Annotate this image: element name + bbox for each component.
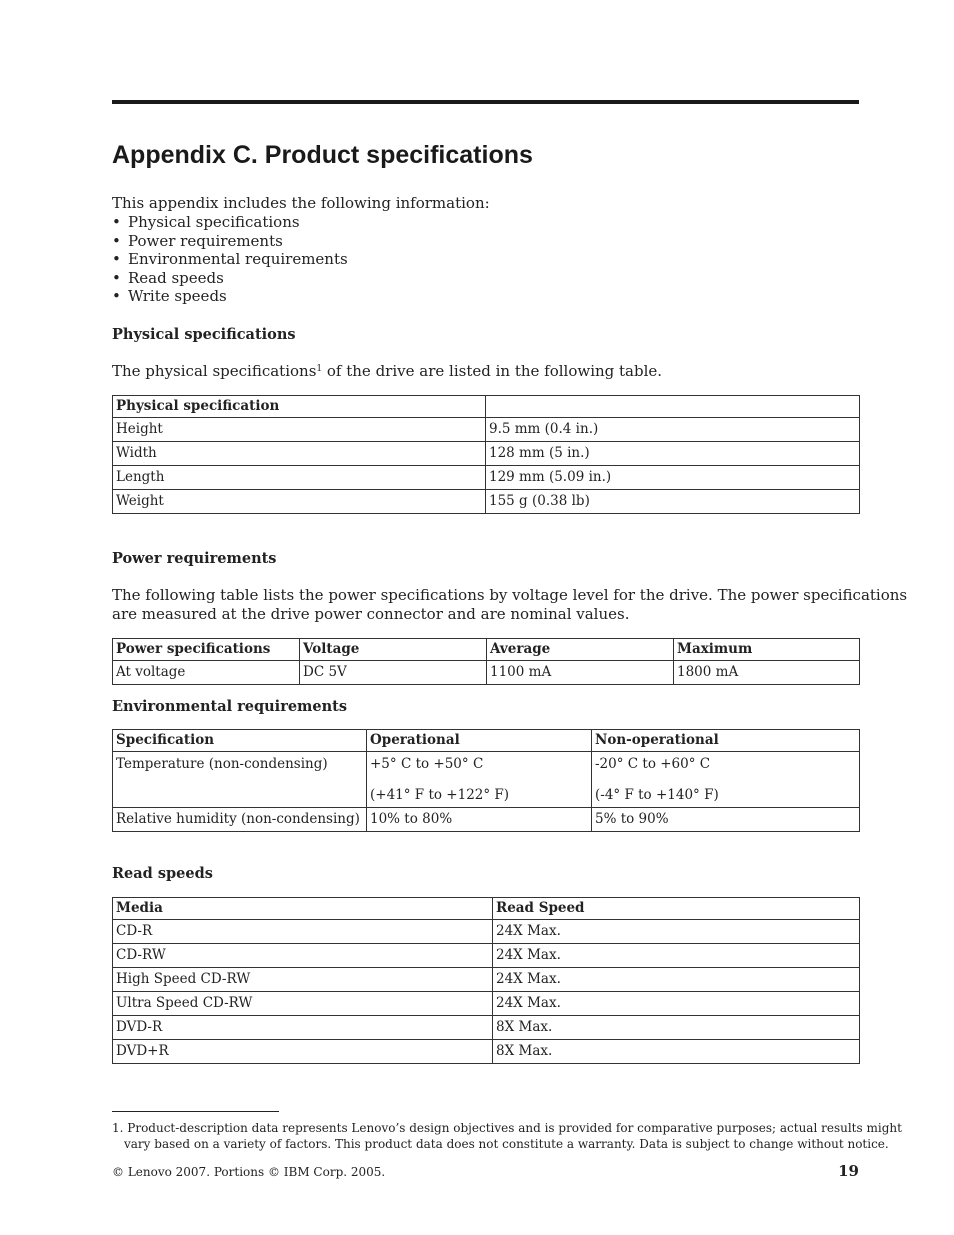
list-item: • Read speeds	[112, 268, 224, 287]
table-row	[113, 992, 860, 1016]
physical-table	[112, 395, 860, 514]
table-cell: Ultra Speed CD-RW	[113, 992, 493, 1016]
list-item: • Environmental requirements	[112, 250, 348, 269]
footnote-marker: 1	[316, 364, 323, 374]
table-header-cell: Power specifications	[113, 639, 300, 661]
table-cell: 24X Max.	[493, 992, 860, 1016]
table-row	[113, 968, 860, 992]
table-row	[113, 920, 860, 944]
table-header-cell: Specification	[113, 730, 367, 752]
table-cell: At voltage	[113, 661, 300, 685]
power-intro-line2: are measured at the drive power connector and are nominal values.	[112, 605, 630, 623]
table-row	[113, 808, 860, 832]
footnote	[112, 1120, 902, 1152]
page-title: Appendix C. Product specifications	[112, 141, 533, 169]
section-heading-physical: Physical specifications	[112, 326, 296, 343]
table-cell: Height	[113, 418, 486, 442]
list-item: • Physical specifications	[112, 213, 300, 231]
read-speeds-table	[112, 897, 860, 1064]
table-cell: 128 mm (5 in.)	[486, 442, 860, 466]
table-header-cell: Media	[113, 898, 493, 920]
section-heading-read-speeds: Read speeds	[112, 865, 213, 882]
table-header-cell: Non-operational	[592, 730, 860, 752]
table-cell: 9.5 mm (0.4 in.)	[486, 418, 860, 442]
list-item: • Power requirements	[112, 231, 283, 250]
table-header-cell: Maximum	[674, 639, 860, 661]
table-header-row	[113, 396, 860, 418]
table-row	[113, 466, 860, 490]
table-cell: CD-R	[113, 920, 493, 944]
table-header-row	[113, 730, 860, 752]
table-cell: 155 g (0.38 lb)	[486, 490, 860, 514]
table-header-row	[113, 898, 860, 920]
table-row	[113, 418, 860, 442]
table-header-row	[113, 639, 860, 661]
table-cell: DVD-R	[113, 1016, 493, 1040]
power-table	[112, 638, 860, 685]
table-cell: 24X Max.	[493, 944, 860, 968]
copyright: © Lenovo 2007. Portions © IBM Corp. 2005.	[112, 1165, 386, 1179]
section-heading-environmental: Environmental requirements	[112, 698, 348, 715]
table-cell: CD-RW	[113, 944, 493, 968]
table-header-cell	[486, 396, 860, 418]
footnote-line2: vary based on a variety of factors. This product data does not constitute a warranty. Data is subject to change without notice.	[124, 1137, 889, 1151]
table-row	[113, 752, 860, 808]
table-cell: 24X Max.	[493, 920, 860, 944]
table-header-cell: Operational	[367, 730, 592, 752]
table-header-cell: Voltage	[300, 639, 487, 661]
table-header-cell: Average	[487, 639, 674, 661]
list-item: • Write speeds	[112, 287, 227, 306]
table-cell: -20° C to +60° C (-4° F to +140° F)	[592, 752, 860, 808]
environmental-table	[112, 729, 860, 832]
table-cell: Relative humidity (non-condensing)	[113, 808, 367, 832]
table-row	[113, 442, 860, 466]
physical-intro: The physical specifications$^1$ of the drive are listed in the following table.	[112, 362, 663, 380]
bullet-list	[112, 213, 348, 306]
footnote-line1: 1. Product-description data represents Lenovo’s design objectives and is provided for comparative purposes; actual results might	[112, 1121, 902, 1135]
intro-text: This appendix includes the following information:	[112, 194, 490, 212]
table-cell: 24X Max.	[493, 968, 860, 992]
table-row	[113, 661, 860, 685]
table-cell: 1800 mA	[674, 661, 860, 685]
table-cell: Temperature (non-condensing)	[113, 752, 367, 808]
table-cell: 10% to 80%	[367, 808, 592, 832]
table-row	[113, 1016, 860, 1040]
section-heading-power: Power requirements	[112, 550, 277, 567]
table-cell: DC 5V	[300, 661, 487, 685]
table-cell: DVD+R	[113, 1040, 493, 1064]
table-row	[113, 944, 860, 968]
page-number: 19	[838, 1162, 859, 1180]
table-header-cell: Read Speed	[493, 898, 860, 920]
footnote-divider	[112, 1111, 279, 1112]
table-header-cell: Physical specification	[113, 396, 486, 418]
table-cell: 5% to 90%	[592, 808, 860, 832]
table-cell: 129 mm (5.09 in.)	[486, 466, 860, 490]
table-cell: 8X Max.	[493, 1040, 860, 1064]
table-cell: Weight	[113, 490, 486, 514]
table-row	[113, 1040, 860, 1064]
table-cell: High Speed CD-RW	[113, 968, 493, 992]
table-cell: 8X Max.	[493, 1016, 860, 1040]
top-rule	[112, 100, 859, 104]
table-cell: Width	[113, 442, 486, 466]
table-cell: Length	[113, 466, 486, 490]
table-cell: 1100 mA	[487, 661, 674, 685]
power-intro-line1: The following table lists the power specifications by voltage level for the drive. The power specifications	[112, 586, 908, 604]
table-cell: +5° C to +50° C (+41° F to +122° F)	[367, 752, 592, 808]
table-row	[113, 490, 860, 514]
